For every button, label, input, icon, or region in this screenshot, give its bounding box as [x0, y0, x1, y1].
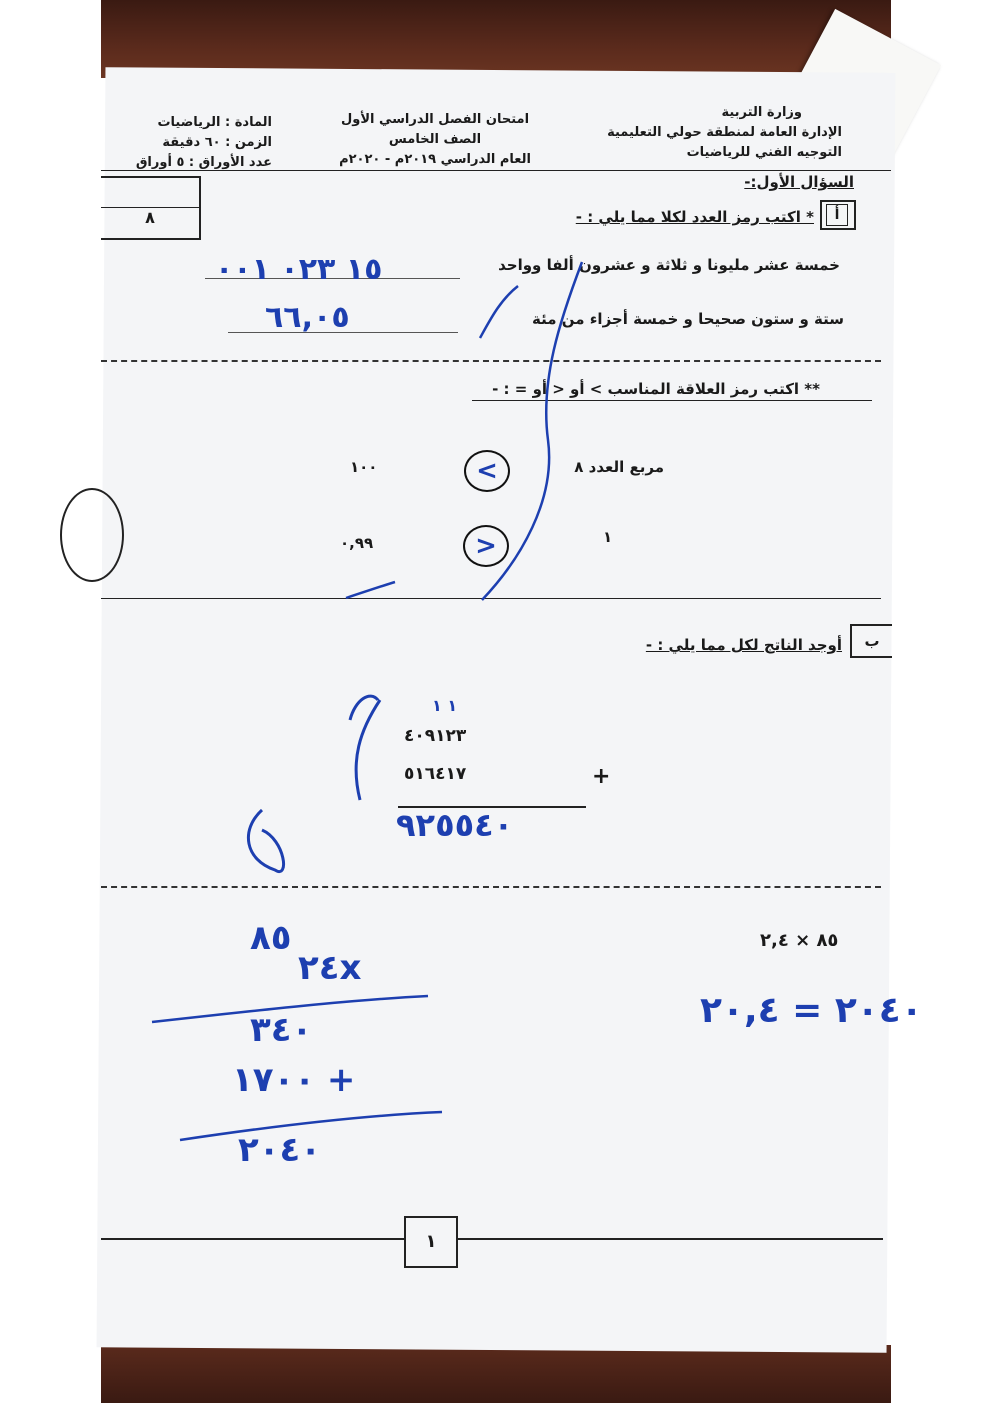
footer-line-right — [458, 1238, 883, 1240]
number-word-2: ستة و ستون صحيحا و خمسة أجزاء من مئة — [532, 310, 844, 328]
relation-symbol-1: < — [476, 456, 498, 486]
part-b-label: ب — [864, 632, 880, 650]
header-line: الصف الخامس — [388, 132, 482, 147]
section-title: السؤال الأول:- — [744, 173, 854, 191]
relation-instruction: ** اكتب رمز العلاقة المناسب > أو < أو = : - — [492, 380, 820, 398]
header-line: وزارة التربية — [721, 105, 802, 120]
header-line: امتحان الفصل الدراسي الأول — [340, 112, 530, 127]
part-b-instruction: أوجد الناتج لكل مما يلي : - — [645, 636, 842, 654]
header-line: الزمن : ٦٠ دقيقة — [162, 135, 272, 150]
footer-line-left — [101, 1238, 406, 1240]
relation-right-1: ١٠٠ — [350, 458, 378, 476]
header-line: العام الدراسي ٢٠١٩م - ٢٠٢٠م — [339, 152, 531, 167]
header-line: المادة : الرياضيات — [157, 115, 272, 130]
multiplication-expression: ٨٥ × ٢,٤ — [760, 930, 839, 951]
handwritten-product: ٢٠٤٠ = ٢٠,٤ — [700, 990, 923, 1031]
scratch-line-2: ٢٤x — [298, 948, 362, 988]
handwritten-sum: ٩٢٥٥٤٠ — [396, 806, 514, 844]
number-word-1: خمسة عشر مليونا و ثلاثة و عشرون ألفا وواحد — [498, 256, 840, 274]
page-number: ١ — [425, 1231, 437, 1252]
handwritten-answer-1: ١٥ ٠٢٣ ٠٠١ — [215, 252, 383, 287]
part-a-label: أ — [826, 204, 848, 226]
relation-symbol-2: > — [475, 531, 497, 561]
handwritten-answer-2: ٦٦,٠٥ — [265, 300, 350, 335]
addition-carries: ١ ١ — [432, 696, 458, 715]
relation-left-1: مربع العدد ٨ — [574, 458, 664, 476]
relation-right-2: ٠,٩٩ — [340, 534, 374, 552]
scratch-line-4: ١٧٠٠ + — [232, 1060, 356, 1100]
header-line: التوجيه الفني للرياضيات — [686, 145, 842, 160]
header-line: الإدارة العامة لمنطقة حولي التعليمية — [607, 125, 842, 140]
relation-left-2: ١ — [603, 528, 613, 546]
scratch-line-1: ٨٥ — [250, 918, 292, 958]
addend-top: ٤٠٩١٢٣ — [404, 726, 467, 746]
header-line: عدد الأوراق : ٥ أوراق — [135, 155, 272, 170]
score-value: ٨ — [145, 208, 155, 227]
page-number-box — [404, 1216, 458, 1268]
part-a-instruction: * اكتب رمز العدد لكلا مما يلي : - — [575, 208, 814, 226]
scratch-line-5: ٢٠٤٠ — [238, 1130, 322, 1170]
scratch-line-3: ٣٤٠ — [250, 1010, 313, 1050]
addend-bottom: ٥١٦٤١٧ — [404, 764, 467, 784]
plus-sign: + — [592, 764, 611, 789]
